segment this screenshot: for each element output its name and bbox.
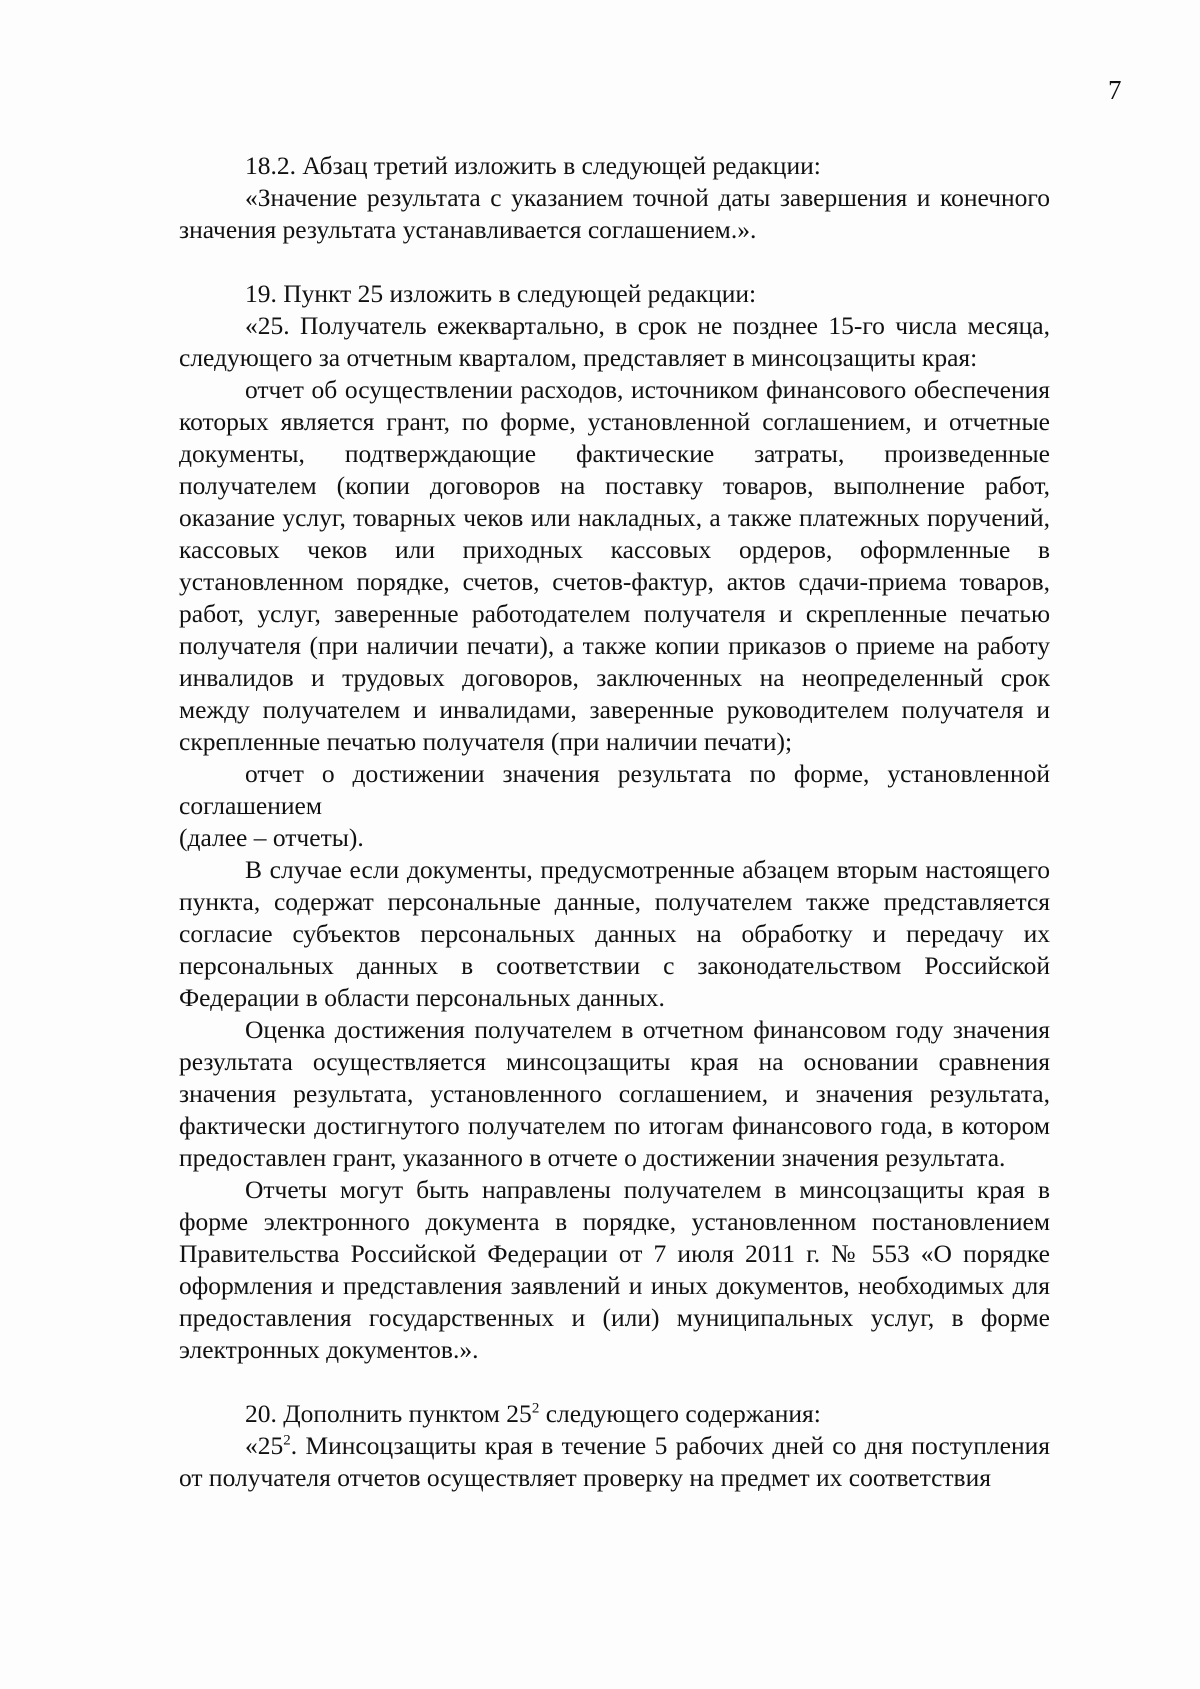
section-19-paragraph-1: «25. Получатель ежеквартально, в срок не позднее 15-го числа месяца, следующего за отчетным кварталом, представляет в минсоцзащиты края:: [179, 311, 1050, 372]
paragraph-gap: [179, 1366, 1050, 1398]
superscript: 2: [283, 1432, 291, 1449]
section-19-paragraph-7: Отчеты могут быть направлены получателем в минсоцзащиты края в форме электронного документа в порядке, установленном постановлением Правительства Российской Федерации от 7 июля 2011 г. № 553 «О порядке оформления и представления заявлений и иных документов, необходимых для предоставления государственных и (или) муниципальных услуг, в форме электронных документов.».: [179, 1175, 1050, 1364]
section-19-paragraph-3: отчет о достижении значения результата по форме, установленной соглашением: [179, 759, 1050, 820]
section-19-paragraph-4: (далее – отчеты).: [179, 823, 364, 852]
section-18-2-quote: «Значение результата с указанием точной даты завершения и конечного значения результата устанавливается соглашением.».: [179, 183, 1050, 244]
section-19-heading: 19. Пункт 25 изложить в следующей редакции:: [245, 279, 757, 308]
section-19-paragraph-6: Оценка достижения получателем в отчетном финансовом году значения результата осуществляется минсоцзащиты края на основании сравнения значения результата, установленного соглашением, и значения результата, фактически достигнутого получателем по итогам финансового года, в котором предоставлен грант, указанного в отчете о достижении значения результата.: [179, 1015, 1050, 1172]
section-19-paragraph-5: В случае если документы, предусмотренные абзацем вторым настоящего пункта, содержат персональные данные, получателем также представляется согласие субъектов персональных данных на обработку и передачу их персональных данных в соответствии с законодательством Российской Федерации в области персональных данных.: [179, 855, 1050, 1012]
superscript: 2: [531, 1400, 540, 1417]
section-20-heading: [179, 1398, 1050, 1430]
page-number: 7: [1108, 75, 1122, 105]
section-19-paragraph-2: отчет об осуществлении расходов, источником финансового обеспечения которых является грант, по форме, установленной соглашением, и отчетные документы, подтверждающие фактические затраты, произведенные получателем (копии договоров на поставку товаров, выполнение работ, оказание услуг, товарных чеков или накладных, а также платежных поручений, кассовых чеков или приходных кассовых ордеров, оформленные в установленном порядке, счетов, счетов-фактур, актов сдачи-приема товаров, работ, услуг, заверенные работодателем получателя и скрепленные печатью получателя (при наличии печати), а также копии приказов о приеме на работу инвалидов и трудовых договоров, заключенных на неопределенный срок между получателем и инвалидами, заверенные руководителем получателя и скрепленные печатью получателя (при наличии печати);: [179, 375, 1050, 756]
document-body: [179, 150, 1050, 1494]
section-18-2-heading: 18.2. Абзац третий изложить в следующей редакции:: [245, 151, 821, 180]
section-20-paragraph-1: [179, 1430, 1050, 1494]
section-20-paragraph-start: «25: [245, 1431, 284, 1460]
section-20-paragraph-text: . Минсоцзащиты края в течение 5 рабочих дней со дня поступления от получателя отчетов осуществляет проверку на предмет их соответствия: [179, 1431, 1050, 1492]
section-20-heading-text: 20. Дополнить пунктом 25: [245, 1399, 532, 1428]
paragraph-gap: [179, 246, 1050, 278]
section-20-heading-tail: следующего содержания:: [539, 1399, 821, 1428]
